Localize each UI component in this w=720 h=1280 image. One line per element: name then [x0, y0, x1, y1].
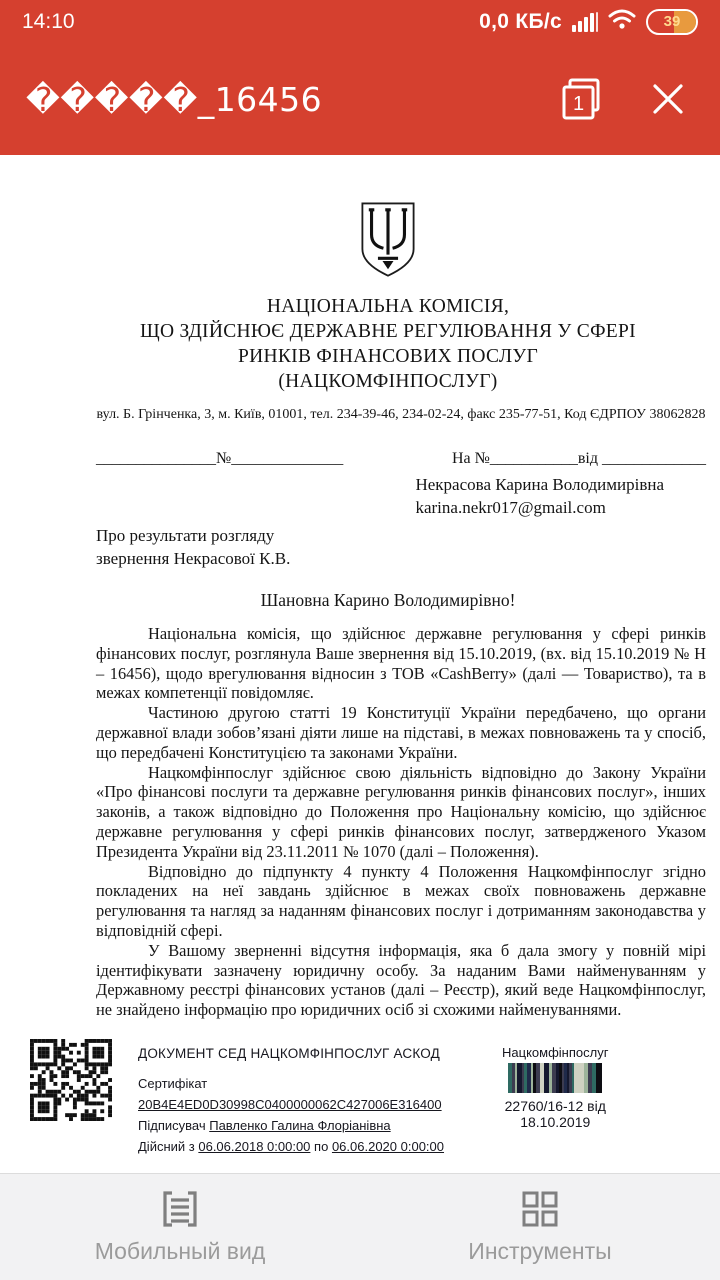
barcode	[508, 1063, 602, 1093]
validity-line	[138, 1136, 476, 1157]
valid-from-value: 06.06.2018 0:00:00	[198, 1139, 311, 1154]
registration-number: 22760/16-12 від 18.10.2019	[504, 1098, 606, 1130]
certificate-value: 20B4E4ED0D30998C0400000062C427006E316400	[138, 1097, 442, 1112]
bottom-toolbar	[0, 1173, 720, 1280]
letter-body	[96, 624, 706, 1020]
mobile-view-icon	[160, 1189, 200, 1229]
valid-to-value: 06.06.2020 0:00:00	[331, 1139, 445, 1154]
header-actions	[556, 73, 694, 125]
outgoing-number-blank: _______________№______________	[96, 450, 344, 467]
toolbar-label: Мобильный вид	[94, 1238, 266, 1264]
battery-percent: 39	[663, 13, 681, 30]
close-button[interactable]	[642, 73, 694, 125]
org-line: РИНКІВ ФІНАНСОВИХ ПОСЛУГ	[237, 346, 539, 367]
status-bar	[0, 0, 720, 43]
salutation: Шановна Карино Володимирівно!	[260, 590, 516, 610]
signer-line	[138, 1115, 476, 1136]
subject-line: звернення Некрасової К.В.	[96, 549, 291, 568]
wifi-icon	[608, 8, 636, 36]
body-paragraph: Національна комісія, що здійснює державне регулювання у сфері ринків фінансових послуг, розглянула Ваше звернення від 15.10.2019, (вх. від 15.10.2019 № Н – 16456), щодо врегулювання відносин з ТОВ «CashBerry» (далі — Товариство), та в межах компетенції повідомляє.	[96, 624, 706, 703]
subject-block	[96, 524, 706, 570]
toolbar-item-mobile-view[interactable]	[0, 1174, 360, 1280]
app-top-bar	[0, 0, 720, 155]
toolbar-label: Инструменты	[468, 1238, 612, 1264]
signer-label: Підписувач	[138, 1118, 206, 1133]
org-line: (НАЦКОМФІНПОСЛУГ)	[278, 371, 498, 392]
document-title: �����_16456	[26, 79, 323, 119]
close-icon	[648, 79, 688, 119]
document-page[interactable]	[0, 155, 720, 1173]
recipient-email: karina.nekr017@gmail.com	[415, 498, 606, 517]
status-time: 14:10	[22, 9, 75, 33]
body-paragraph: У Вашому зверненні відсутня інформація, яка б дала змогу у повній мірі ідентифікувати зазначену юридичну особу. За наданим Вами найменуванням у Державному реєстрі фінансових установ (далі – Реєстр), який веде Нацкомфінпослуг, не знайдено інформацію про юридичних осіб зі схожими найменуваннями.	[96, 940, 706, 1020]
network-speed: 0,0 КБ/с	[479, 9, 562, 33]
certificate-block	[138, 1039, 476, 1157]
subject-line: Про результати розгляду	[96, 526, 275, 545]
toolbar-item-tools[interactable]	[360, 1174, 720, 1280]
signal-strength-icon	[572, 12, 598, 32]
organization-name	[96, 294, 680, 394]
doc-system-label: ДОКУМЕНТ СЕД НАЦКОМФІНПОСЛУГ АСКОД	[138, 1046, 441, 1061]
certificate-line	[138, 1073, 476, 1115]
trident-emblem	[96, 201, 680, 284]
org-address: вул. Б. Грінченка, 3, м. Київ, 01001, тел. 234-39-46, 234-02-24, факс 235-77-51, Код ЄДРПОУ 38062828	[96, 407, 706, 422]
body-paragraph: Відповідно до підпункту 4 пункту 4 Положення Нацкомфінпослуг згідно покладених на неї завдань здійснює в межах своїх повноважень державне регулювання та нагляд за наданням фінансових послуг і дотриманням законодавства у відповідній сфері.	[96, 861, 706, 940]
incoming-number-blank: На №___________від _____________	[451, 450, 706, 467]
digital-signature-stamp	[30, 1039, 706, 1157]
page-number-glyph: 1	[572, 93, 585, 115]
signer-value: Павленко Галина Флоріанівна	[209, 1118, 391, 1133]
qr-code	[30, 1039, 112, 1121]
recipient-block	[415, 473, 664, 519]
app-header	[0, 43, 720, 155]
recipient-name: Некрасова Карина Володимирівна	[415, 475, 664, 494]
org-line: НАЦІОНАЛЬНА КОМІСІЯ,	[266, 296, 510, 317]
valid-to-label: по	[314, 1139, 329, 1154]
status-indicators	[479, 8, 698, 36]
valid-from-label: Дійсний з	[138, 1139, 195, 1154]
certificate-label: Сертифікат	[138, 1076, 208, 1091]
body-paragraph: Нацкомфінпослуг здійснює свою діяльність відповідно до Закону України «Про фінансові послуги та державне регулювання ринків фінансових послуг», інших законів, а також відповідно до Положення про Національну комісію, що здійснює державне регулювання у сфері ринків фінансових послуг, затвердженого Указом Президента України від 23.11.2011 № 1070 (далі – Положення).	[96, 762, 706, 861]
tools-grid-icon	[520, 1189, 560, 1229]
org-short-name: Нацкомфінпослуг	[502, 1045, 609, 1060]
page-count-button[interactable]	[556, 73, 608, 125]
battery-icon	[646, 9, 698, 35]
registration-block	[476, 1039, 634, 1130]
pages-icon	[559, 76, 605, 122]
body-paragraph: Частиною другою статті 19 Конституції України передбачено, що органи державної влади зобов’язані діяти лише на підставі, в межах повноважень та у спосіб, що передбачені Конституцією та законами України.	[96, 703, 706, 762]
reference-line	[96, 450, 706, 468]
org-line: ЩО ЗДІЙСНЮЄ ДЕРЖАВНЕ РЕГУЛЮВАННЯ У СФЕРІ	[140, 321, 636, 342]
